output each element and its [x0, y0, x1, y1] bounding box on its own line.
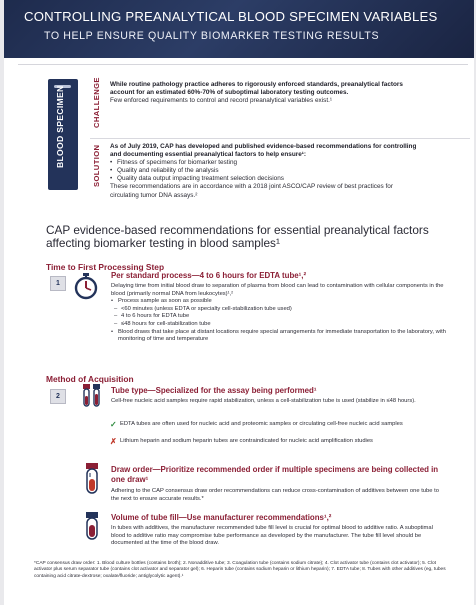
- challenge-tag: CHALLENGE: [92, 77, 101, 128]
- section1-title: Time to First Processing Step: [46, 262, 165, 272]
- draw-order-tube-icon: [82, 462, 104, 496]
- blood-tube-icon: [80, 382, 102, 408]
- solution-tag: SOLUTION: [92, 144, 101, 187]
- draw-order-text: Adhering to the CAP consensus draw order recommendations can reduce cross-contamination of additives between one tube to the next to ensure accurate results.*: [111, 488, 439, 502]
- header-banner: [4, 0, 474, 58]
- section1-heading: Per standard process—4 to 6 hours for EDTA tube¹,²: [111, 271, 307, 280]
- solution-note: These recommendations are in accordance with a 2018 joint ASCO/CAP review of best practices for circulating tumor DNA assays.²: [110, 183, 393, 199]
- sidebar-label: BLOOD SPECIMEN: [55, 85, 65, 168]
- section1-bullet: • Blood draws that take place at distant locations require special arrangements for immediate transportation to the laboratory, with monitoring of time and temperature: [111, 329, 446, 344]
- volume-text: In tubes with additives, the manufacturer recommended tube fill level is crucial for optimal blood to additive ratio. A suboptimal blood to additive ratio may compromise tube performance as developed by the manufacturer. The tube fill level should be documented at the time of the blood draw.: [111, 525, 433, 547]
- challenge-block: [110, 81, 410, 105]
- solution-bullets: [110, 159, 420, 183]
- cross-icon: ✗: [110, 437, 117, 446]
- tube-type-intro: Cell-free nucleic acid samples require rapid stabilization, unless a cell-stabilization tube is used (stabilize in ≤48 hours).: [111, 398, 416, 404]
- section2-title: Method of Acquisition: [46, 374, 134, 384]
- section1-bullet: • Process sample as soon as possible: [111, 298, 446, 306]
- section1-sub-bullet: – 4 to 6 hours for EDTA tube: [111, 313, 446, 321]
- draw-order-heading: Draw order—Prioritize recommended order if multiple specimens are being collected in one draw¹: [111, 465, 439, 484]
- tube-type-check: EDTA tubes are often used for nucleic acid and proteomic samples or circulating cell-free nucleic acid samples: [120, 421, 403, 427]
- banner-title: CONTROLLING PREANALYTICAL BLOOD SPECIMEN VARIABLES: [24, 9, 438, 24]
- stopwatch-icon: [73, 272, 99, 300]
- footnote: *CAP consensus draw order: 1. Blood culture bottles (contains broth); 2. Nonadditive tube; 3. Coagulation tube (contains sodium citrate); 4. Clot activator tube (contains clot activator); 5. Clot activator plus serum separator tube (contains clot activator and separator gel); 6. Heparin tube (contains sodium heparin or lithium heparin); 7. EDTA tube; 8. Tubes with other additives (eg, tubes containing acid citrate-dextrose; oxalate/fluoride; antiglycolytic agent).¹: [34, 561, 446, 579]
- banner-subtitle: TO HELP ENSURE QUALITY BIOMARKER TESTING RESULTS: [44, 30, 380, 42]
- solution-bold: As of July 2019, CAP has developed and published evidence-based recommendations for controlling and documenting essential preanalytical factors to help ensure¹:: [110, 143, 417, 159]
- solution-block: [110, 143, 420, 200]
- challenge-solution-divider: [90, 138, 470, 139]
- main-heading: CAP evidence-based recommendations for essential preanalytical factors affecting biomarker testing in blood samples¹: [46, 223, 429, 250]
- tube-type-cross: Lithium heparin and sodium heparin tubes are contraindicated for nucleic acid amplification studies: [120, 438, 373, 444]
- challenge-bold: While routine pathology practice adheres to rigorously enforced standards, preanalytical factors account for an estimated 60%-70% of suboptimal laboratory testing outcomes.: [110, 81, 403, 97]
- section1-number: 1: [50, 276, 66, 291]
- solution-bullet: • Fitness of specimens for biomarker testing: [110, 159, 420, 167]
- section1-list: [111, 298, 446, 344]
- solution-bullet: • Quality and reliability of the analysis: [110, 167, 420, 175]
- section2-number: 2: [50, 389, 66, 404]
- document-page: [4, 0, 474, 605]
- section1-sub-bullet: – ≤48 hours for cell-stabilization tube: [111, 321, 446, 329]
- solution-bullet: • Quality data output impacting treatment selection decisions: [110, 175, 420, 183]
- section1-intro: Delaying time from initial blood draw to separation of plasma from blood can lead to contamination with cellular components in the blood (primarily normal DNA from leukocytes)¹,²: [111, 283, 444, 297]
- tube-fill-icon: [82, 511, 104, 541]
- check-icon: ✓: [110, 420, 117, 429]
- section1-body: [111, 283, 446, 344]
- tube-type-heading: Tube type—Specialized for the assay being performed¹: [111, 386, 317, 395]
- section1-sub-bullet: – <60 minutes (unless EDTA or specialty cell-stabilization tube used): [111, 306, 446, 314]
- header-divider: [18, 64, 468, 65]
- challenge-text: Few enforced requirements to control and record preanalytical variables exist.¹: [110, 97, 333, 105]
- volume-heading: Volume of tube fill—Use manufacturer recommendations¹,²: [111, 513, 332, 522]
